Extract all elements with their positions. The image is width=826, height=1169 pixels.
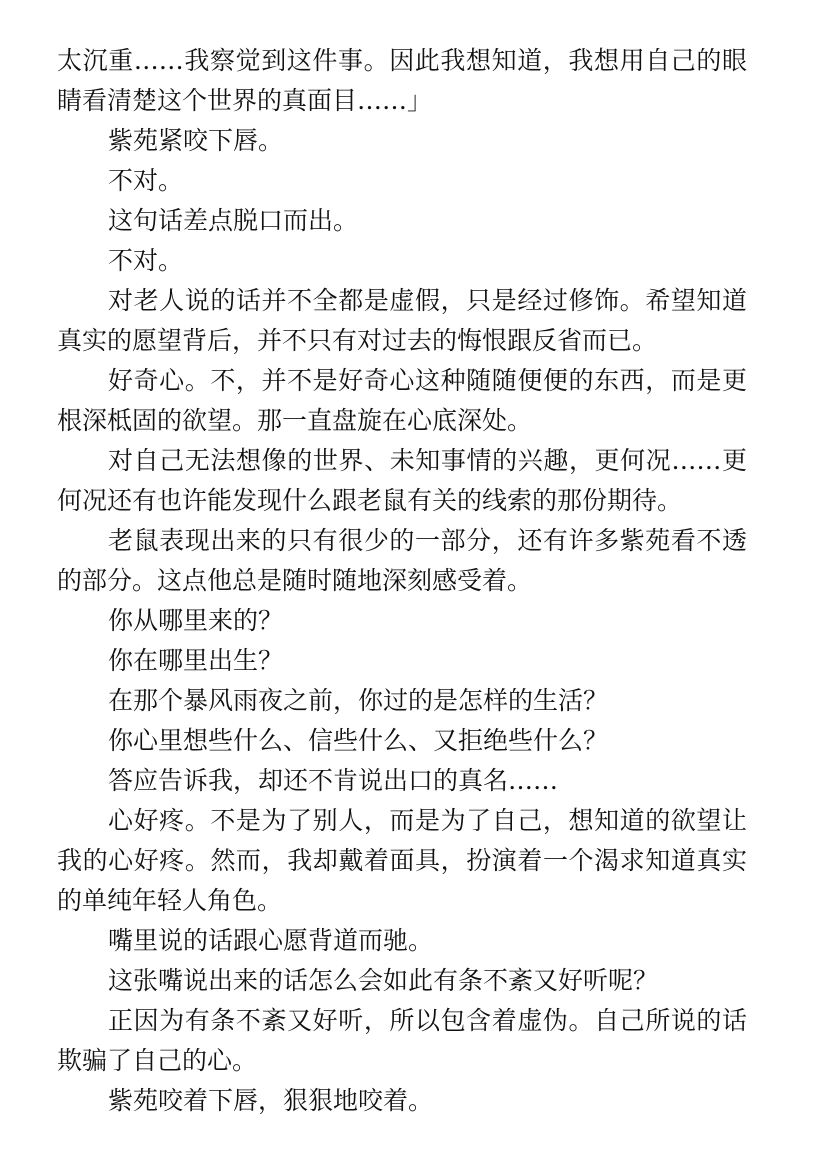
paragraph-18: 正因为有条不紊又好听，所以包含着虚伪。自己所说的话欺骗了自己的心。: [57, 1006, 747, 1075]
document-page: [57, 41, 747, 1121]
paragraph-16: 嘴里说的话跟心愿背道而驰。: [108, 926, 434, 955]
paragraph-7: 好奇心。不，并不是好奇心这种随随便便的东西，而是更根深柢固的欲望。那一直盘旋在心底深处。: [57, 366, 747, 435]
paragraph-5: 不对。: [108, 246, 184, 275]
paragraph-3: 不对。: [108, 166, 184, 195]
paragraph-14: 答应告诉我，却还不肯说出口的真名……: [108, 766, 559, 795]
paragraph-10: 你从哪里来的？: [108, 606, 284, 635]
paragraph-19: 紫苑咬着下唇，狠狠地咬着。: [108, 1086, 434, 1115]
paragraph-8: 对自己无法想像的世界、未知事情的兴趣，更何况……更何况还有也许能发现什么跟老鼠有关的线索的那份期待。: [57, 446, 747, 515]
paragraph-17: 这张嘴说出来的话怎么会如此有条不紊又好听呢？: [108, 966, 659, 995]
paragraph-1: 太沉重……我察觉到这件事。因此我想知道，我想用自己的眼睛看清楚这个世界的真面目……」: [57, 46, 747, 115]
paragraph-13: 你心里想些什么、信些什么、又拒绝些什么？: [108, 726, 609, 755]
paragraph-4: 这句话差点脱口而出。: [108, 206, 359, 235]
paragraph-2: 紫苑紧咬下唇。: [108, 126, 284, 155]
paragraph-12: 在那个暴风雨夜之前，你过的是怎样的生活？: [108, 686, 609, 715]
paragraph-15: 心好疼。不是为了别人，而是为了自己，想知道的欲望让我的心好疼。然而，我却戴着面具，扮演着一个渴求知道真实的单纯年轻人角色。: [57, 806, 747, 915]
paragraph-6: 对老人说的话并不全都是虚假，只是经过修饰。希望知道真实的愿望背后，并不只有对过去的悔恨跟反省而已。: [57, 286, 747, 355]
paragraph-11: 你在哪里出生？: [108, 646, 284, 675]
paragraph-9: 老鼠表现出来的只有很少的一部分，还有许多紫苑看不透的部分。这点他总是随时随地深刻感受着。: [57, 526, 747, 595]
